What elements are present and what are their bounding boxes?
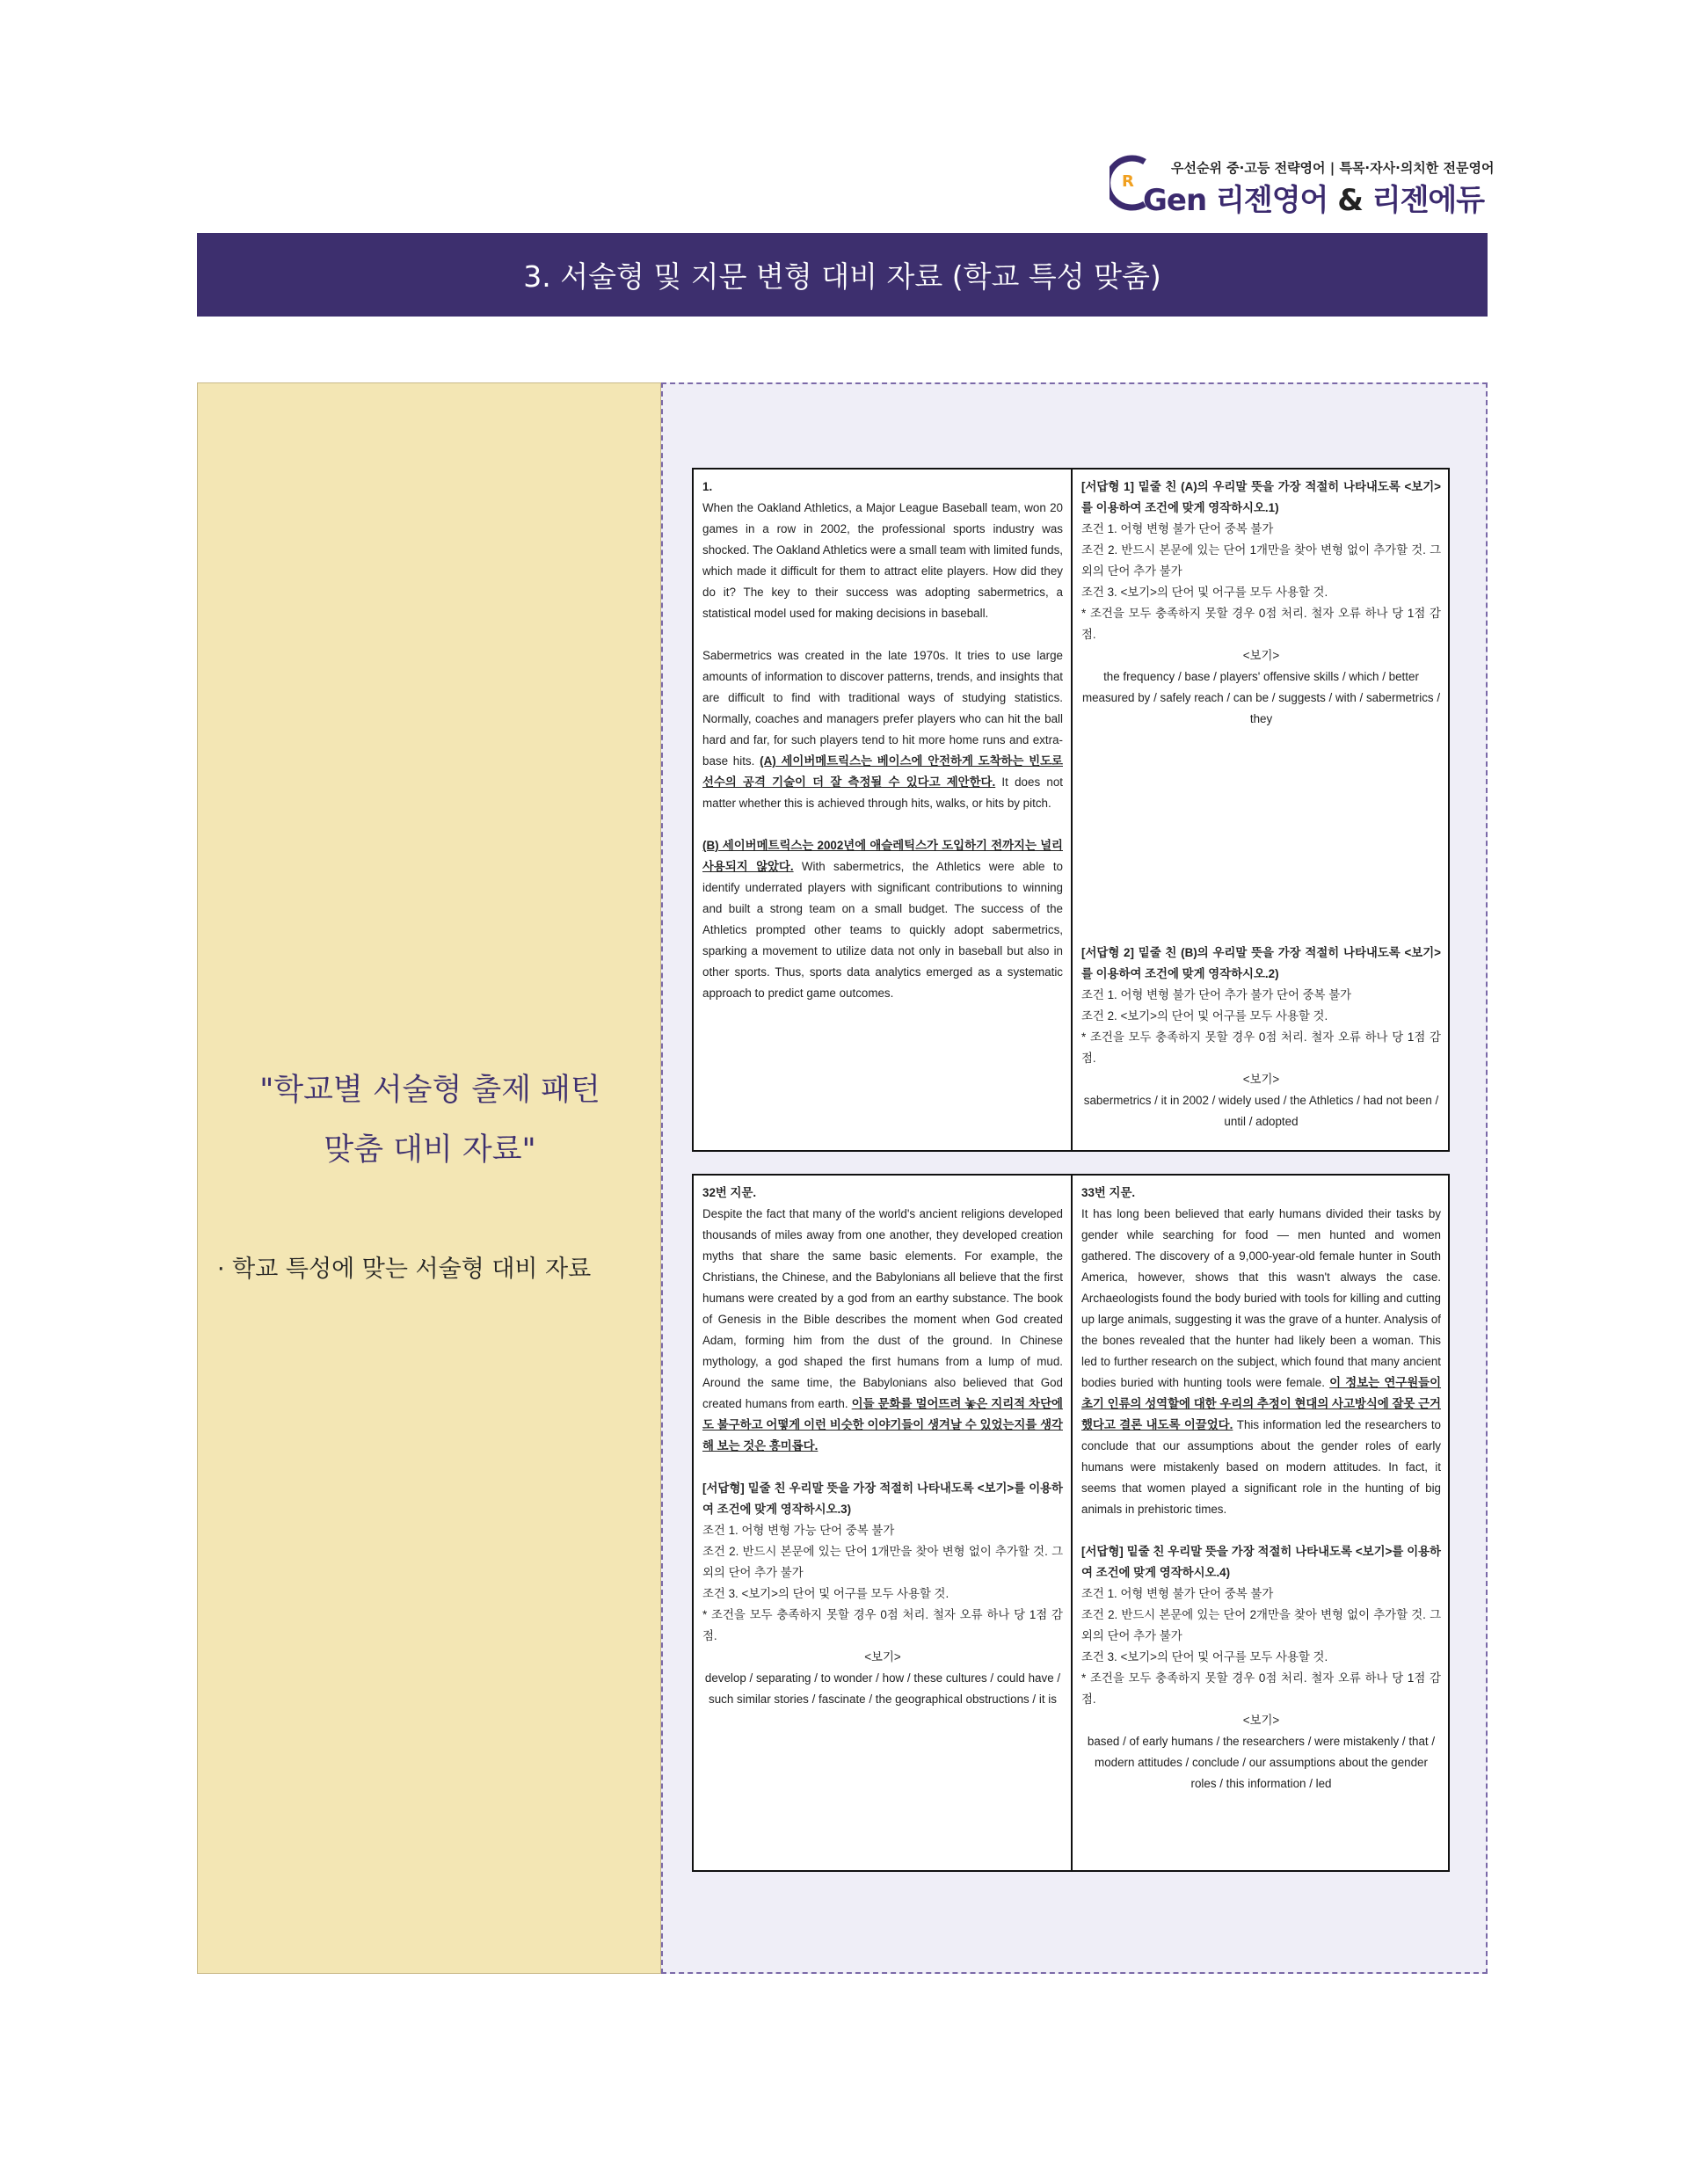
underlined-korean: 이 정보는 연구원들이 초기 인류의 성역할에 대한 우리의 추정이 현대의 사고방식에 잘못 근거했다고 결론 내도록 이끌었다. — [1081, 1376, 1442, 1431]
passage-33-heading: 33번 지문. — [1081, 1186, 1136, 1199]
worksheet-page-2 — [692, 1174, 1450, 1872]
logo — [1110, 146, 1495, 218]
question-33-condition-1: 조건 1. 어형 변형 불가 단어 중복 불가 — [1081, 1587, 1274, 1600]
logo-brand-left: Gen 리젠영어 — [1143, 183, 1328, 218]
passage-33-column — [1073, 1176, 1450, 1870]
passage-32-heading: 32번 지문. — [702, 1186, 757, 1199]
section-title-bar — [197, 233, 1488, 317]
question-2-title: [서답형 2] 밑줄 친 (B)의 우리말 뜻을 가장 적절히 나타내도록 <보기>를 이용하여 조건에 맞게 영작하시오.2) — [1081, 946, 1441, 980]
passage-text: Sabermetrics was created in the late 1970s. It tries to use large amounts of information to discover patterns, trends, and insights that are difficult to find with traditional ways of studying statistics. Normally, coaches and managers prefer players who can hit the ball hard and far, for such players tend to hit more home runs and extra-base hits. — [702, 649, 1063, 768]
question-1-word-bank: the frequency / base / players' offensive skills / which / better measured by / safely reach / can be / suggests / with / sabermetrics / they — [1081, 670, 1441, 725]
right-panel — [661, 382, 1488, 1974]
question-1-condition-3: 조건 3. <보기>의 단어 및 어구를 모두 사용할 것. — [1081, 586, 1328, 599]
passage-32-text — [702, 1204, 1063, 1457]
headline-line-2: 맞춤 대비 자료" — [324, 1132, 536, 1168]
question-32-condition-3: 조건 3. <보기>의 단어 및 어구를 모두 사용할 것. — [702, 1587, 950, 1600]
question-2-condition-1: 조건 1. 어형 변형 불가 단어 추가 불가 단어 중복 불가 — [1081, 988, 1352, 1001]
question-32-note: * 조건을 모두 충족하지 못할 경우 0점 처리. 철자 오류 하나 당 1점 감점. — [702, 1608, 1063, 1642]
question-1-box-label: <보기> — [1242, 649, 1280, 662]
underlined-korean: 이들 문화를 멀어뜨려 놓은 지리적 차단에도 불구하고 어떻게 이런 비슷한 이야기들이 생겨날 수 있었는지를 생각해 보는 것은 흥미롭다. — [702, 1397, 1063, 1452]
underlined-a: (A) 세이버메트릭스는 베이스에 안전하게 도착하는 빈도로 선수의 공격 기술이 더 잘 측정될 수 있다고 제안한다. — [702, 754, 1063, 789]
question-32-condition-2: 조건 2. 반드시 본문에 있는 단어 1개만을 찾아 변형 없이 추가할 것. 그 외의 단어 추가 불가 — [702, 1545, 1063, 1579]
question-2-word-bank: sabermetrics / it in 2002 / widely used / the Athletics / had not been / until / adopted — [1083, 1094, 1439, 1128]
question-2-note: * 조건을 모두 충족하지 못할 경우 0점 처리. 철자 오류 하나 당 1점 감점. — [1081, 1030, 1441, 1065]
question-33-title: [서답형] 밑줄 친 우리말 뜻을 가장 적절히 나타내도록 <보기>를 이용하여 조건에 맞게 영작하시오.4) — [1081, 1545, 1441, 1579]
worksheet-page-1 — [692, 468, 1450, 1152]
question-1-note: * 조건을 모두 충족하지 못할 경우 0점 처리. 철자 오류 하나 당 1점 감점. — [1081, 607, 1441, 641]
logo-brand — [1143, 176, 1484, 219]
question-32-word-bank: develop / separating / to wonder / how / these cultures / could have / such similar stories / fascinate / the geographical obstructions / it is — [704, 1671, 1061, 1706]
left-panel — [197, 382, 661, 1974]
question-1-condition-2: 조건 2. 반드시 본문에 있는 단어 1개만을 찾아 변형 없이 추가할 것. 그 외의 단어 추가 불가 — [1081, 543, 1441, 578]
passage-paragraph-3 — [702, 835, 1063, 1004]
svg-text:R: R — [1122, 172, 1134, 191]
question-2-condition-2: 조건 2. <보기>의 단어 및 어구를 모두 사용할 것. — [1081, 1009, 1328, 1023]
question-32-title: [서답형] 밑줄 친 우리말 뜻을 가장 적절히 나타내도록 <보기>를 이용하여 조건에 맞게 영작하시오.3) — [702, 1481, 1063, 1516]
passage-text: Despite the fact that many of the world's ancient religions developed thousands of miles away from one another, they developed creation myths that share the same basic elements. For example, the Christians, the Chinese, and the Babylonians all believe that the first humans were created by a god from an earthy substance. The book of Genesis in the Bible describes the moment when God created Adam, forming him from the dust of the ground. In Chinese mythology, a god shaped the first humans from a lump of mud. Around the same time, the Babylonians also believed that God created humans from earth. — [702, 1207, 1063, 1410]
section-title: 3. 서술형 및 지문 변형 대비 자료 (학교 특성 맞춤) — [523, 259, 1161, 294]
headline-line-1: "학교별 서술형 출제 패턴 — [259, 1073, 600, 1108]
underlined-b: (B) 세이버메트릭스는 2002년에 애슬레틱스가 도입하기 전까지는 널리 사용되지 않았다. — [702, 839, 1063, 873]
passage-text: With sabermetrics, the Athletics were able to identify underrated players with significant contributions to winning and built a strong team on a small budget. The success of the Athletics prompted other teams to quickly adopt sabermetrics, sparking a movement to utilize data not only in baseball but also in other sports. Thus, sports data analytics emerged as a systematic approach to predict game outcomes. — [702, 860, 1063, 1000]
question-1-title: [서답형 1] 밑줄 친 (A)의 우리말 뜻을 가장 적절히 나타내도록 <보기>를 이용하여 조건에 맞게 영작하시오.1) — [1081, 480, 1441, 514]
left-headline — [198, 1060, 662, 1180]
left-bullet: · 학교 특성에 맞는 서술형 대비 자료 — [217, 1256, 592, 1283]
question-33-word-bank: based / of early humans / the researchers / were mistakenly / that / modern attitudes / conclude / our assumptions about the gender roles / this information / led — [1087, 1735, 1436, 1790]
question-column — [1073, 470, 1450, 1150]
passage-text: This information led the researchers to conclude that our assumptions about the gender roles of early humans were mistakenly based on modern attitudes. In fact, it seems that women played a significant role in the hunting of big animals in prehistoric times. — [1081, 1418, 1442, 1516]
passage-paragraph-2 — [702, 645, 1063, 814]
passage-text: It does not matter whether this is achieved through hits, walks, or hits by pitch. — [702, 775, 1063, 810]
passage-33-text — [1081, 1204, 1441, 1520]
question-32-box-label: <보기> — [864, 1650, 901, 1663]
passage-number: 1. — [702, 480, 713, 493]
passage-column — [694, 470, 1072, 1150]
question-1-condition-1: 조건 1. 어형 변형 불가 단어 중복 불가 — [1081, 522, 1274, 535]
question-33-condition-3: 조건 3. <보기>의 단어 및 어구를 모두 사용할 것. — [1081, 1650, 1328, 1663]
logo-amp: & — [1337, 183, 1363, 218]
passage-text: It has long been believed that early humans divided their tasks by gender while searching for food — men hunted and women gathered. The discovery of a 9,000-year-old female hunter in South America, however, shows that this wasn't always the case. Archaeologists found the body buried with tools for killing and cutting up large animals, suggesting it was the grave of a hunter. Analysis of the bones revealed that the hunter had likely been a woman. This led to further research on the subject, which found that many ancient bodies buried with hunting tools were female. — [1081, 1207, 1441, 1389]
passage-32-column — [694, 1176, 1072, 1870]
question-2-box-label: <보기> — [1242, 1073, 1280, 1086]
question-33-note: * 조건을 모두 충족하지 못할 경우 0점 처리. 철자 오류 하나 당 1점 감점. — [1081, 1671, 1441, 1706]
question-33-condition-2: 조건 2. 반드시 본문에 있는 단어 2개만을 찾아 변형 없이 추가할 것. 그 외의 단어 추가 불가 — [1081, 1608, 1441, 1642]
passage-paragraph-1: When the Oakland Athletics, a Major League Baseball team, won 20 games in a row in 2002, the professional sports industry was shocked. The Oakland Athletics were a small team with limited funds, which made it difficult for them to attract elite players. How did they do it? The key to their success was adopting sabermetrics, a statistical model used for making decisions in baseball. — [702, 501, 1063, 620]
question-32-condition-1: 조건 1. 어형 변형 가능 단어 중복 불가 — [702, 1524, 895, 1537]
question-33-box-label: <보기> — [1242, 1714, 1280, 1727]
logo-brand-right: 리젠에듀 — [1372, 183, 1485, 218]
logo-tagline: 우선순위 중·고등 전략영어 | 특목·자사·의치한 전문영어 — [1171, 160, 1495, 176]
